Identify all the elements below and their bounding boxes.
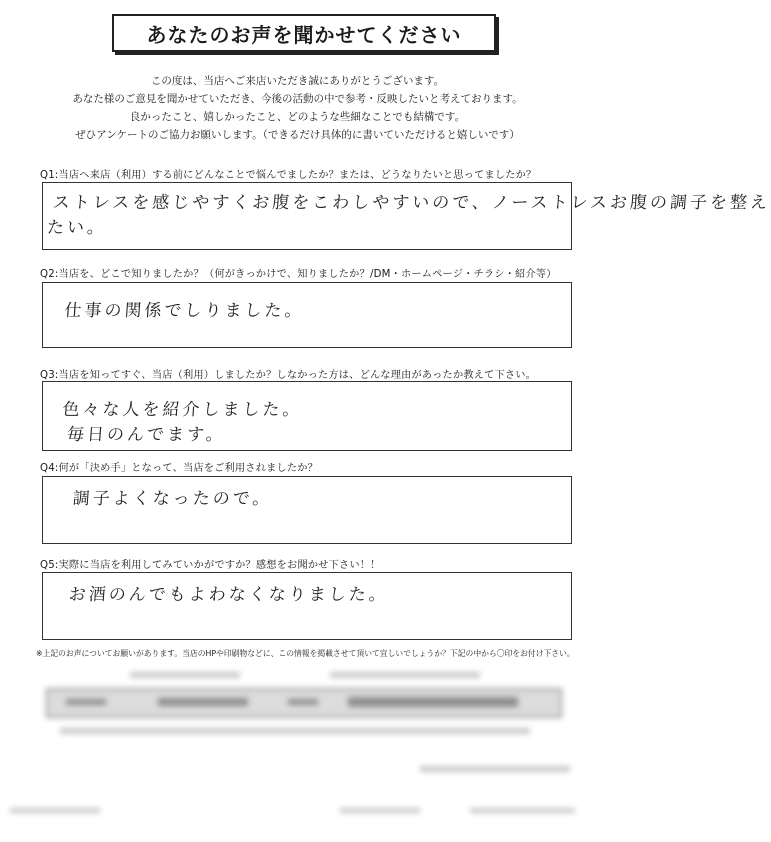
answer-3-line: 色々な人を紹介しました。: [61, 400, 304, 420]
answer-2-box: [42, 282, 572, 348]
answer-3-line: 毎日のんでます。: [66, 425, 227, 445]
answer-3-box: [42, 381, 572, 451]
intro-line: 良かったこと、嬉しかったこと、どのような些細なことでも結構です。: [129, 111, 466, 123]
question-2-label: Q2:当店を、どこで知りましたか？（何がきっかけで、知りましたか？/DM・ホームページ・チラシ・紹介等）: [40, 269, 557, 280]
redacted-text: [470, 808, 575, 813]
redacted-area: [0, 660, 595, 842]
intro-text: [30, 72, 565, 144]
answer-5-line: お酒のんでもよわなくなりました。: [67, 585, 390, 605]
question-3-label: Q3:当店を知ってすぐ、当店（利用）しましたか？しなかった方は、どんな理由があったか教えて下さい。: [40, 370, 537, 381]
question-1-label: Q1:当店へ来店（利用）する前にどんなことで悩んでましたか？または、どうなりたいと思ってましたか？: [40, 170, 537, 181]
intro-line: あなた様のご意見を聞かせていただき、今後の活動の中で参考・反映したいと考えております。: [72, 93, 523, 105]
redacted-signature-box: [46, 688, 562, 718]
page-title: あなたのお声を聞かせてください: [112, 14, 496, 52]
answer-1-line: ストレスを感じやすくお腹をこわしやすいので、ノーストレスお腹の調子を整え: [52, 193, 771, 213]
answer-5-box: [42, 572, 572, 640]
answer-1-line: たい。: [46, 218, 108, 238]
answer-1-box: [42, 182, 771, 250]
question-5-label: Q5:実際に当店を利用してみていかがですか？感想をお聞かせ下さい！！: [40, 560, 381, 571]
footer-note: ※上記のお声についてお願いがあります。当店のHPや印刷物などに、この情報を掲載させて頂いて宜しいでしょうか？下記の中から〇印をお付け下さい。: [36, 649, 575, 658]
answer-4-box: [42, 476, 572, 544]
redacted-text: [60, 728, 530, 734]
redacted-option: [330, 672, 480, 678]
redacted-text: [10, 808, 100, 813]
redacted-text: [420, 766, 570, 772]
intro-line: この度は、当店へご来店いただき誠にありがとうございます。: [150, 75, 445, 87]
question-4-label: Q4:何が「決め手」となって、当店をご利用されましたか？: [40, 463, 319, 474]
answer-2-line: 仕事の関係でしりました。: [63, 301, 306, 321]
intro-line: ぜひアンケートのご協力お願いします。（できるだけ具体的に書いていただけると嬉しいです）: [75, 129, 520, 141]
redacted-option: [130, 672, 240, 678]
answer-4-line: 調子よくなったので。: [71, 489, 274, 509]
redacted-text: [340, 808, 420, 813]
